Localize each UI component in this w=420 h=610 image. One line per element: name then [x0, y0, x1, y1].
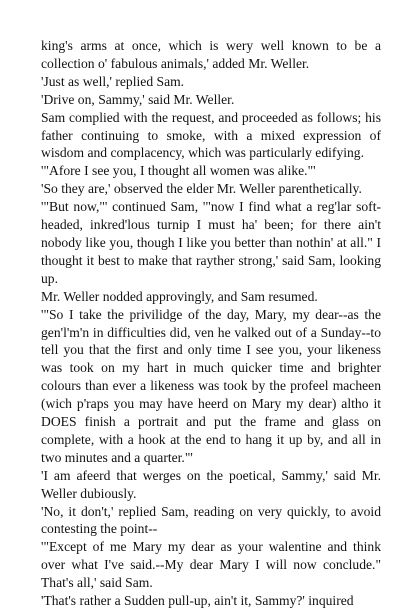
- paragraph: 'Drive on, Sammy,' said Mr. Weller.: [41, 91, 235, 107]
- paragraph: 'No, it don't,' replied Sam, reading on very quickly, to avoid contesting the point--: [41, 503, 381, 537]
- paragraph: 'So they are,' observed the elder Mr. Weller parenthetically.: [41, 181, 362, 197]
- paragraph: 'That's rather a Sudden pull-up, ain't it, Sammy?' inquired: [41, 593, 354, 609]
- paragraph: 'I am afeerd that werges on the poetical, Sammy,' said Mr. Weller dubiously.: [41, 467, 381, 501]
- paragraph: '"But now,"' continued Sam, '"now I find what a reg'lar soft-headed, inkred'lous turnip I must ha' been; for there ain't nobody like you, though I like you better than nothin' at all." I thought it best to make that rayther strong,' said Sam, looking up.: [41, 199, 381, 286]
- paragraph: '"Except of me Mary my dear as your walentine and think over what I've said.--My dear Mary I will now conclude." That's all,' said Sam.: [41, 539, 381, 591]
- paragraph: 'Just as well,' replied Sam.: [41, 73, 185, 89]
- paragraph: Sam complied with the request, and proceeded as follows; his father continuing to smoke, with a mixed expression of wisdom and complacency, which was particularly edifying.: [41, 109, 381, 161]
- document-page: [41, 37, 381, 610]
- paragraph: '"So I take the privilidge of the day, Mary, my dear--as the gen'l'm'n in difficulties did, ven he valked out of a Sunday--to tell you that the first and only time I see you, your likeness was took on my hart in much quicker time and brighter colours than ever a likeness was took by the profeel macheen (wich p'raps you may have heerd on Mary my dear) altho it DOES finish a portrait and put the frame and glass on complete, with a hook at the end to hang it up by, and all in two minutes and a quarter."': [41, 306, 381, 465]
- paragraph: '"Afore I see you, I thought all women was alike."': [41, 163, 316, 179]
- paragraph: king's arms at once, which is wery well known to be a collection o' fabulous animals,' added Mr. Weller.: [41, 38, 381, 71]
- paragraph: Mr. Weller nodded approvingly, and Sam resumed.: [41, 288, 318, 304]
